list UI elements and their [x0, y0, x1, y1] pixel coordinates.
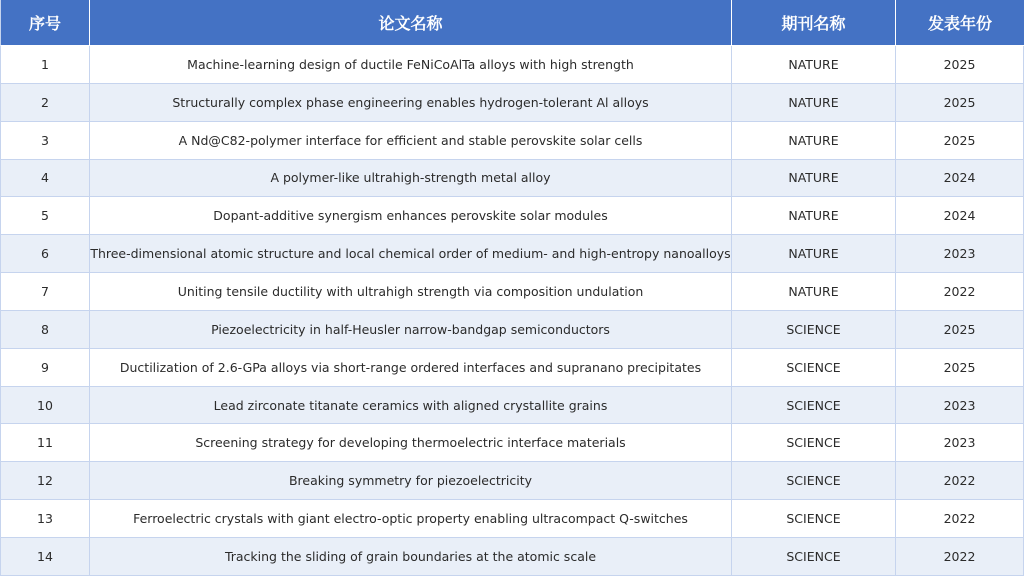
row-index: 2: [0, 84, 90, 122]
row-year: 2025: [896, 84, 1024, 122]
row-year: 2022: [896, 538, 1024, 576]
row-index: 14: [0, 538, 90, 576]
row-journal: NATURE: [732, 46, 896, 84]
row-index: 4: [0, 160, 90, 198]
row-index: 6: [0, 235, 90, 273]
row-journal: SCIENCE: [732, 424, 896, 462]
row-title: Breaking symmetry for piezoelectricity: [90, 462, 732, 500]
row-title: A Nd@C82-polymer interface for efficient and stable perovskite solar cells: [90, 122, 732, 160]
header-index: 序号: [0, 0, 90, 46]
row-year: 2023: [896, 235, 1024, 273]
row-index: 5: [0, 197, 90, 235]
row-title: Lead zirconate titanate ceramics with aligned crystallite grains: [90, 387, 732, 425]
row-year: 2023: [896, 387, 1024, 425]
row-index: 9: [0, 349, 90, 387]
row-title: Dopant-additive synergism enhances perovskite solar modules: [90, 197, 732, 235]
row-title: Uniting tensile ductility with ultrahigh strength via composition undulation: [90, 273, 732, 311]
row-title: Machine-learning design of ductile FeNiCoAlTa alloys with high strength: [90, 46, 732, 84]
row-year: 2025: [896, 46, 1024, 84]
row-year: 2025: [896, 349, 1024, 387]
row-index: 12: [0, 462, 90, 500]
row-index: 13: [0, 500, 90, 538]
row-index: 3: [0, 122, 90, 160]
row-journal: NATURE: [732, 84, 896, 122]
row-year: 2024: [896, 197, 1024, 235]
row-title: Screening strategy for developing thermoelectric interface materials: [90, 424, 732, 462]
row-title: Ferroelectric crystals with giant electro-optic property enabling ultracompact Q-switches: [90, 500, 732, 538]
row-journal: NATURE: [732, 197, 896, 235]
row-journal: NATURE: [732, 273, 896, 311]
row-journal: SCIENCE: [732, 311, 896, 349]
row-index: 8: [0, 311, 90, 349]
row-year: 2025: [896, 122, 1024, 160]
row-title: A polymer-like ultrahigh-strength metal alloy: [90, 160, 732, 198]
header-year: 发表年份: [896, 0, 1024, 46]
row-year: 2023: [896, 424, 1024, 462]
row-index: 11: [0, 424, 90, 462]
row-title: Three-dimensional atomic structure and local chemical order of medium- and high-entropy nanoalloys: [90, 235, 732, 273]
row-year: 2024: [896, 160, 1024, 198]
row-journal: SCIENCE: [732, 387, 896, 425]
row-title: Ductilization of 2.6-GPa alloys via short-range ordered interfaces and supranano precipitates: [90, 349, 732, 387]
row-index: 1: [0, 46, 90, 84]
row-index: 7: [0, 273, 90, 311]
row-journal: SCIENCE: [732, 462, 896, 500]
row-year: 2022: [896, 462, 1024, 500]
row-title: Structurally complex phase engineering enables hydrogen-tolerant Al alloys: [90, 84, 732, 122]
row-journal: SCIENCE: [732, 500, 896, 538]
header-journal: 期刊名称: [732, 0, 896, 46]
row-journal: NATURE: [732, 122, 896, 160]
header-title: 论文名称: [90, 0, 732, 46]
row-journal: SCIENCE: [732, 538, 896, 576]
row-year: 2022: [896, 273, 1024, 311]
row-journal: NATURE: [732, 235, 896, 273]
row-journal: SCIENCE: [732, 349, 896, 387]
row-year: 2025: [896, 311, 1024, 349]
row-journal: NATURE: [732, 160, 896, 198]
row-title: Tracking the sliding of grain boundaries at the atomic scale: [90, 538, 732, 576]
row-year: 2022: [896, 500, 1024, 538]
row-title: Piezoelectricity in half-Heusler narrow-bandgap semiconductors: [90, 311, 732, 349]
row-index: 10: [0, 387, 90, 425]
